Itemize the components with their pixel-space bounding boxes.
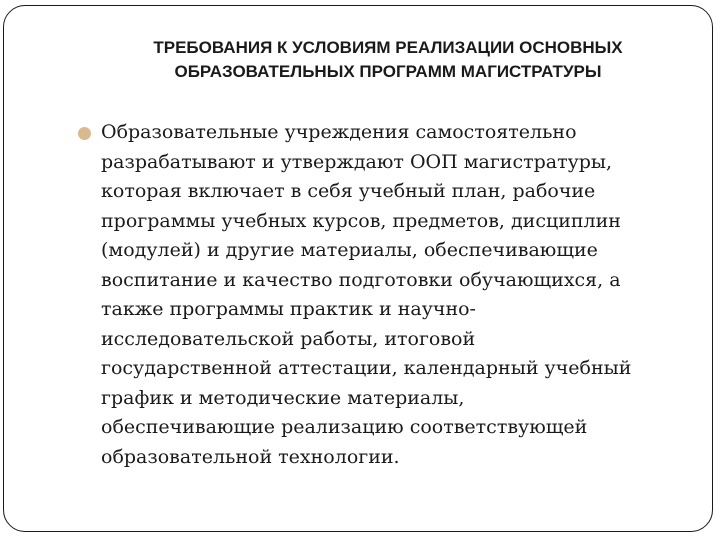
bullet-item bbox=[78, 118, 688, 472]
bullet-text: Образовательные учреждения самостоятельно разрабатывают и утверждают ООП магистратуры, которая включает в себя учебный план, рабочие программы учебных курсов, предметов, дисциплин (модулей) и другие материалы, обеспечивающие воспитание и качество подготовки обучающихся, а также программы практик и научно- исследовательской работы, итоговой государственной аттестации, календарный учебный график и методические материалы, обеспечивающие реализацию соответствующей образовательной технологии. bbox=[101, 121, 632, 468]
bullet-list bbox=[78, 118, 688, 472]
slide-title: ТРЕБОВАНИЯ К УСЛОВИЯМ РЕАЛИЗАЦИИ ОСНОВНЫХ ОБРАЗОВАТЕЛЬНЫХ ПРОГРАММ МАГИСТРАТУРЫ bbox=[153, 38, 623, 81]
bullet-dot-icon bbox=[78, 127, 91, 140]
